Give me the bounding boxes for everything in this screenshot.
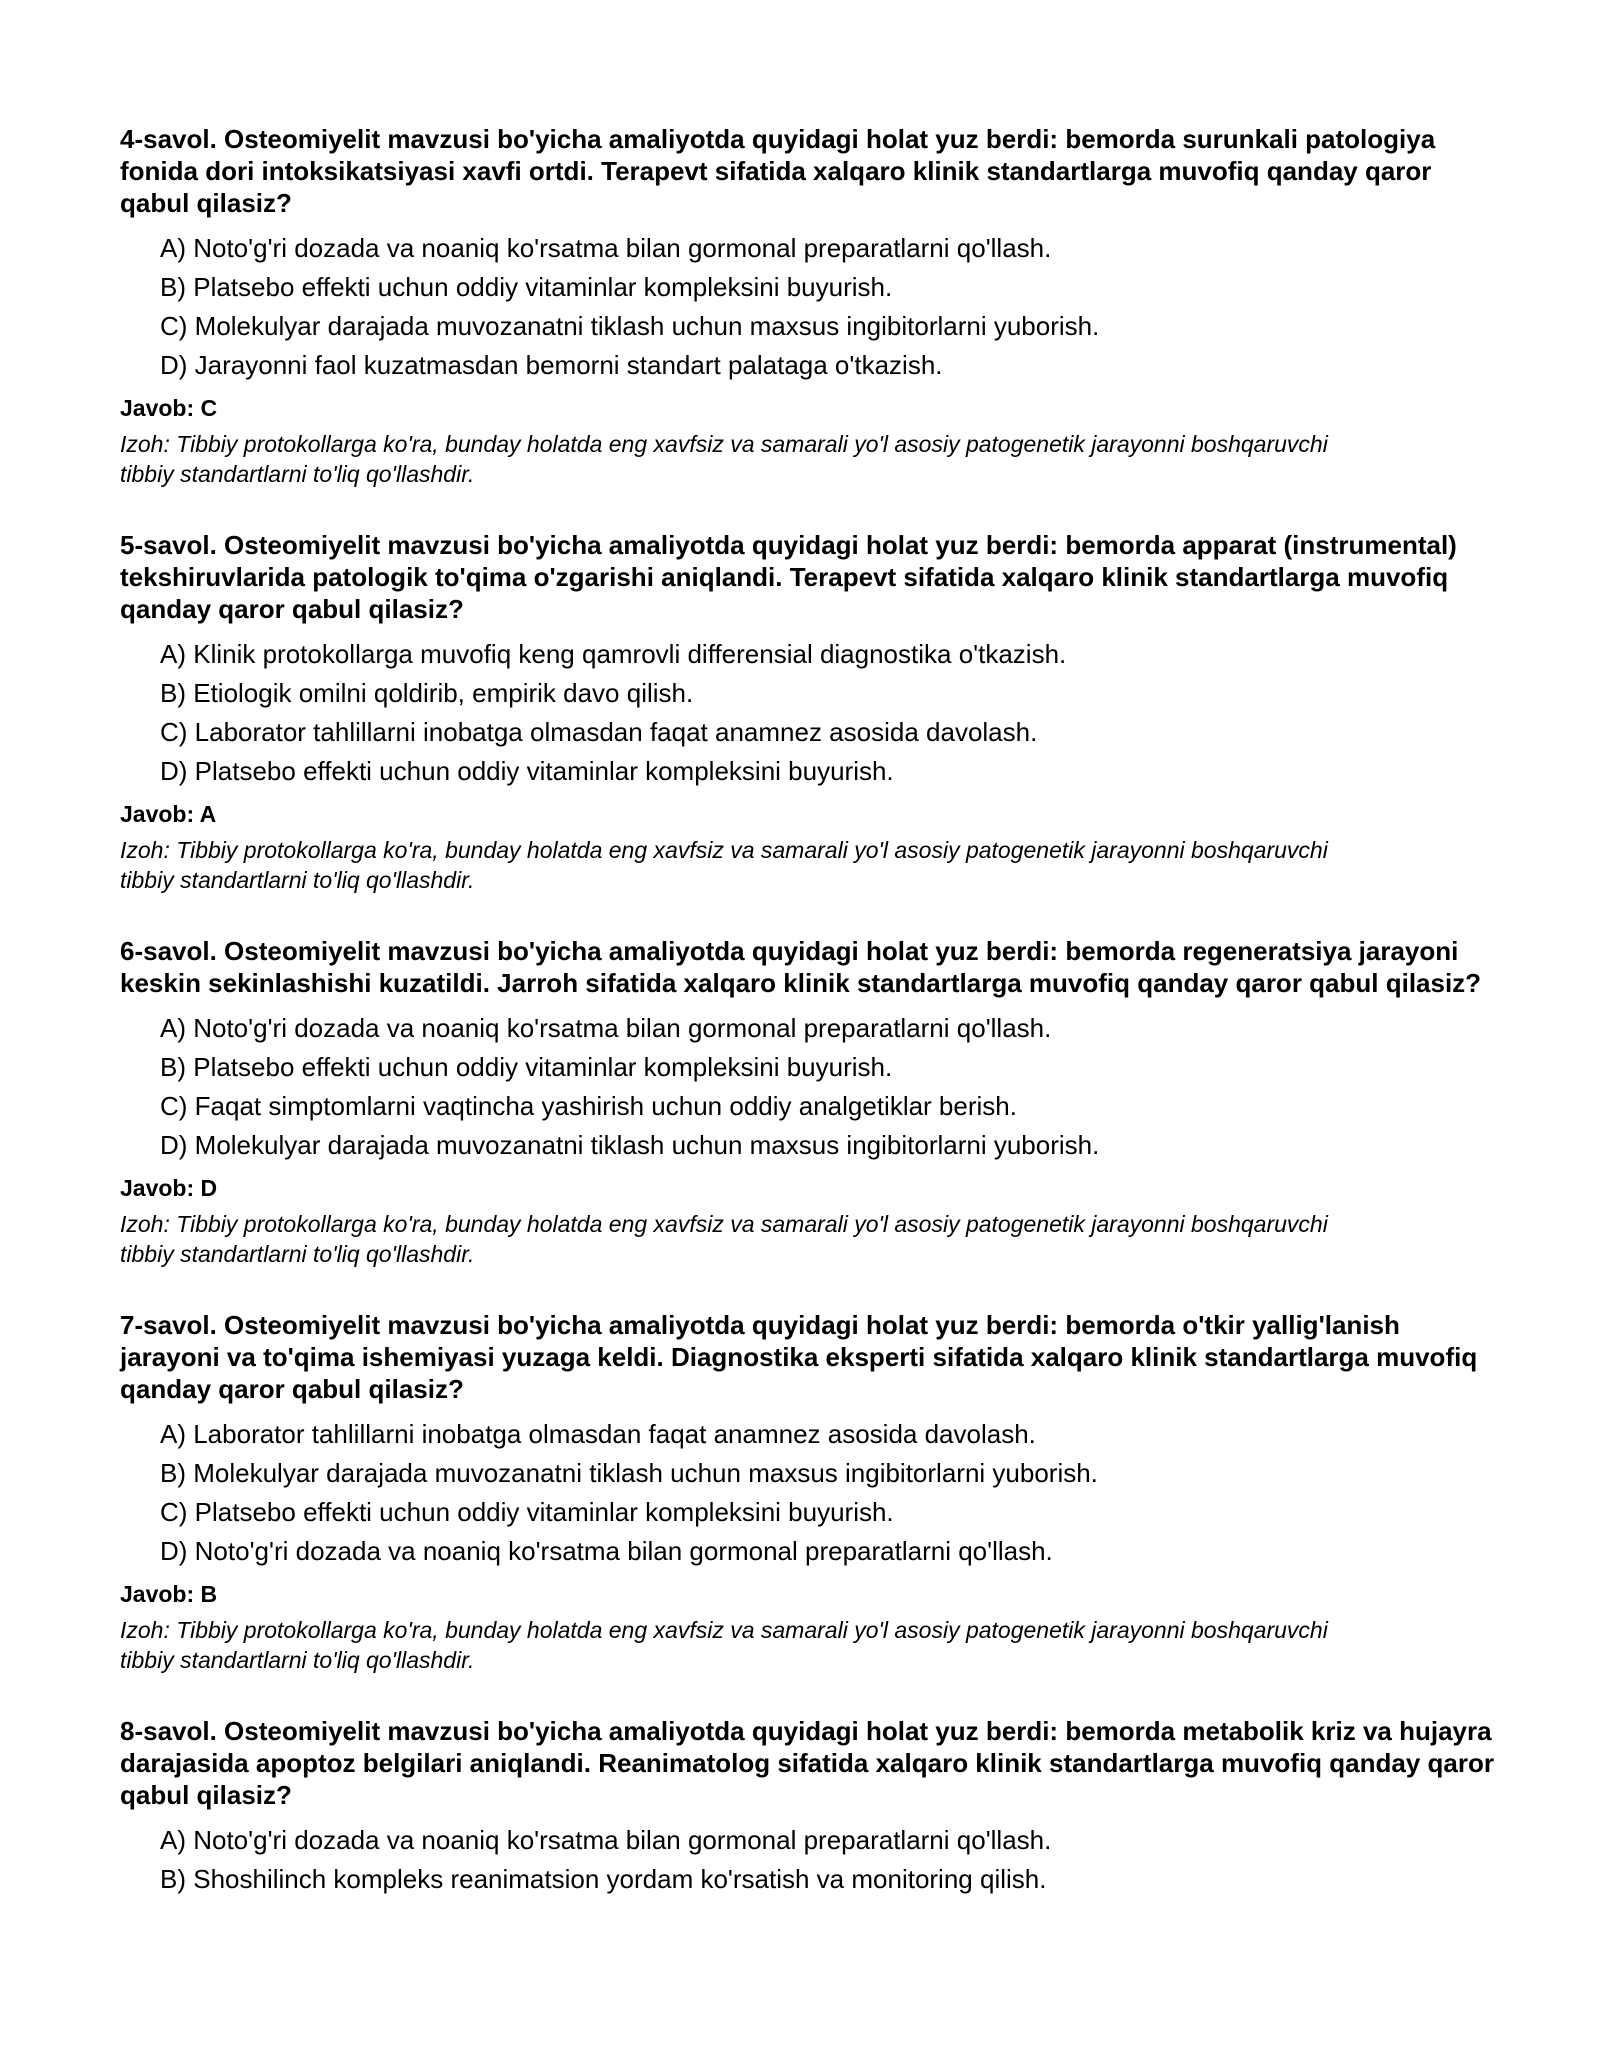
question-block: [120, 935, 1500, 1269]
question-title: 7-savol. Osteomiyelit mavzusi bo'yicha amaliyotda quyidagi holat yuz berdi: bemorda o'tkir yallig'lanish jarayoni va to'qima ishemiyasi yuzaga keldi. Diagnostika eksperti sifatida xalqaro klinik standartlarga muvofiq qanday qaror qabul qilasiz?: [120, 1310, 1478, 1404]
option-d: D) Jarayonni faol kuzatmasdan bemorni standart palataga o'tkazish.: [160, 350, 943, 380]
option-a: A) Noto'g'ri dozada va noaniq ko'rsatma bilan gormonal preparatlarni qo'llash.: [160, 1825, 1052, 1855]
answer-label: Javob: A: [120, 801, 217, 827]
answer-label: Javob: B: [120, 1581, 218, 1607]
explanation-note: Izoh: Tibbiy protokollarga ko'ra, bunday holatda eng xavfsiz va samarali yo'l asosiy patogenetik jarayonni boshqaruvchi tibbiy standartlarni to'liq qo'llashdir.: [120, 1617, 1328, 1673]
option-b: B) Molekulyar darajada muvozanatni tiklash uchun maxsus ingibitorlarni yuborish.: [160, 1458, 1098, 1488]
option-c: C) Laborator tahlillarni inobatga olmasdan faqat anamnez asosida davolash.: [160, 717, 1038, 747]
document-page: [120, 123, 1500, 1939]
option-d: D) Platsebo effekti uchun oddiy vitaminlar kompleksini buyurish.: [160, 756, 894, 786]
option-a: A) Klinik protokollarga muvofiq keng qamrovli differensial diagnostika o'tkazish.: [160, 639, 1067, 669]
option-a: A) Noto'g'ri dozada va noaniq ko'rsatma bilan gormonal preparatlarni qo'llash.: [160, 1013, 1052, 1043]
answer-label: Javob: D: [120, 1175, 218, 1201]
answer-options: [120, 635, 1500, 791]
answer-options: [120, 1009, 1500, 1165]
option-b: B) Etiologik omilni qoldirib, empirik davo qilish.: [160, 678, 694, 708]
option-b: B) Platsebo effekti uchun oddiy vitaminlar kompleksini buyurish.: [160, 272, 893, 302]
question-title: 5-savol. Osteomiyelit mavzusi bo'yicha amaliyotda quyidagi holat yuz berdi: bemorda apparat (instrumental) tekshiruvlarida patologik to'qima o'zgarishi aniqlandi. Terapevt sifatida xalqaro klinik standartlarga muvofiq qanday qaror qabul qilasiz?: [120, 530, 1457, 624]
answer-label: Javob: C: [120, 395, 218, 421]
question-block: [120, 529, 1500, 895]
option-a: A) Laborator tahlillarni inobatga olmasdan faqat anamnez asosida davolash.: [160, 1419, 1036, 1449]
explanation-note: Izoh: Tibbiy protokollarga ko'ra, bunday holatda eng xavfsiz va samarali yo'l asosiy patogenetik jarayonni boshqaruvchi tibbiy standartlarni to'liq qo'llashdir.: [120, 1211, 1328, 1267]
option-d: D) Molekulyar darajada muvozanatni tiklash uchun maxsus ingibitorlarni yuborish.: [160, 1130, 1100, 1160]
option-d: D) Noto'g'ri dozada va noaniq ko'rsatma bilan gormonal preparatlarni qo'llash.: [160, 1536, 1053, 1566]
explanation-note: Izoh: Tibbiy protokollarga ko'ra, bunday holatda eng xavfsiz va samarali yo'l asosiy patogenetik jarayonni boshqaruvchi tibbiy standartlarni to'liq qo'llashdir.: [120, 431, 1328, 487]
option-c: C) Platsebo effekti uchun oddiy vitaminlar kompleksini buyurish.: [160, 1497, 894, 1527]
explanation-note: Izoh: Tibbiy protokollarga ko'ra, bunday holatda eng xavfsiz va samarali yo'l asosiy patogenetik jarayonni boshqaruvchi tibbiy standartlarni to'liq qo'llashdir.: [120, 837, 1328, 893]
answer-options: [120, 1821, 1500, 1899]
option-b: B) Shoshilinch kompleks reanimatsion yordam ko'rsatish va monitoring qilish.: [160, 1864, 1047, 1894]
option-c: C) Molekulyar darajada muvozanatni tiklash uchun maxsus ingibitorlarni yuborish.: [160, 311, 1100, 341]
answer-options: [120, 1415, 1500, 1571]
option-a: A) Noto'g'ri dozada va noaniq ko'rsatma bilan gormonal preparatlarni qo'llash.: [160, 233, 1052, 263]
question-title: 8-savol. Osteomiyelit mavzusi bo'yicha amaliyotda quyidagi holat yuz berdi: bemorda metabolik kriz va hujayra darajasida apoptoz belgilari aniqlandi. Reanimatolog sifatida xalqaro klinik standartlarga muvofiq qanday qaror qabul qilasiz?: [120, 1716, 1494, 1810]
question-block: [120, 1309, 1500, 1675]
question-title: 4-savol. Osteomiyelit mavzusi bo'yicha amaliyotda quyidagi holat yuz berdi: bemorda surunkali patologiya fonida dori intoksikatsiyasi xavfi ortdi. Terapevt sifatida xalqaro klinik standartlarga muvofiq qanday qaror qabul qilasiz?: [120, 124, 1436, 218]
answer-options: [120, 229, 1500, 385]
question-title: 6-savol. Osteomiyelit mavzusi bo'yicha amaliyotda quyidagi holat yuz berdi: bemorda regeneratsiya jarayoni keskin sekinlashishi kuzatildi. Jarroh sifatida xalqaro klinik standartlarga muvofiq qanday qaror qabul qilasiz?: [120, 936, 1482, 998]
option-b: B) Platsebo effekti uchun oddiy vitaminlar kompleksini buyurish.: [160, 1052, 893, 1082]
question-block: [120, 123, 1500, 489]
option-c: C) Faqat simptomlarni vaqtincha yashirish uchun oddiy analgetiklar berish.: [160, 1091, 1017, 1121]
question-block: [120, 1715, 1500, 1899]
